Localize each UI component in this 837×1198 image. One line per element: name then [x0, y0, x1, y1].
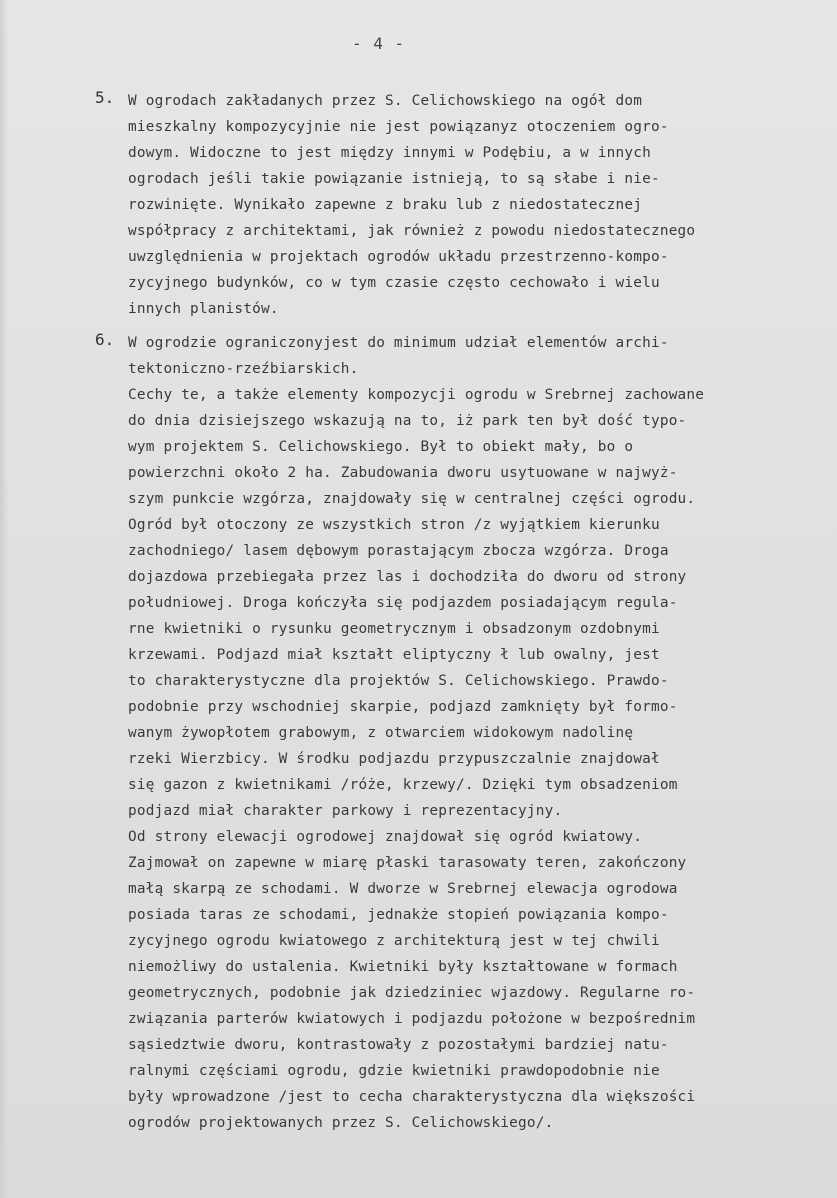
- section-5-text: [128, 88, 828, 322]
- text-line: dowym. Widoczne to jest między innymi w Podębiu, a w innych: [128, 145, 651, 161]
- section-6-number: 6.: [95, 330, 115, 349]
- paper-edge-shadow: [0, 0, 8, 1198]
- text-line: Ogród był otoczony ze wszystkich stron /z wyjątkiem kierunku: [128, 517, 660, 533]
- text-line: tektoniczno-rzeźbiarskich.: [128, 361, 359, 377]
- text-line: powierzchni około 2 ha. Zabudowania dworu usytuowane w najwyż-: [128, 465, 678, 481]
- text-line: sąsiedztwie dworu, kontrastowały z pozostałymi bardziej natu-: [128, 1037, 669, 1053]
- text-line: rzeki Wierzbicy. W środku podjazdu przypuszczalnie znajdował: [128, 751, 660, 767]
- text-line: zachodniego/ lasem dębowym porastającym zbocza wzgórza. Droga: [128, 543, 669, 559]
- text-line: ogrodów projektowanych przez S. Celichowskiego/.: [128, 1115, 554, 1131]
- section-5-number: 5.: [95, 88, 115, 107]
- text-line: południowej. Droga kończyła się podjazdem posiadającym regula-: [128, 595, 678, 611]
- page-number: - 4 -: [352, 34, 406, 53]
- text-line: posiada taras ze schodami, jednakże stopień powiązania kompo-: [128, 907, 669, 923]
- text-line: W ogrodzie ograniczonyjest do minimum udział elementów archi-: [128, 335, 669, 351]
- text-line: zycyjnego ogrodu kwiatowego z architekturą jest w tej chwili: [128, 933, 660, 949]
- text-line: Cechy te, a także elementy kompozycji ogrodu w Srebrnej zachowane: [128, 387, 705, 403]
- text-line: uwzględnienia w projektach ogrodów układu przestrzenno-kompo-: [128, 249, 669, 265]
- text-line: innych planistów.: [128, 301, 279, 317]
- text-line: małą skarpą ze schodami. W dworze w Srebrnej elewacja ogrodowa: [128, 881, 678, 897]
- text-line: szym punkcie wzgórza, znajdowały się w centralnej części ogrodu.: [128, 491, 696, 507]
- text-line: rozwinięte. Wynikało zapewne z braku lub z niedostatecznej: [128, 197, 643, 213]
- text-line: mieszkalny kompozycyjnie nie jest powiązanyz otoczeniem ogro-: [128, 119, 669, 135]
- text-line: to charakterystyczne dla projektów S. Celichowskiego. Prawdo-: [128, 673, 669, 689]
- section-6: [95, 330, 828, 1136]
- text-line: ralnymi częściami ogrodu, gdzie kwietniki prawdopodobnie nie: [128, 1063, 660, 1079]
- section-5: [95, 88, 828, 322]
- text-line: były wprowadzone /jest to cecha charakterystyczna dla większości: [128, 1089, 696, 1105]
- text-line: związania parterów kwiatowych i podjazdu położone w bezpośrednim: [128, 1011, 696, 1027]
- text-line: krzewami. Podjazd miał kształt eliptyczny ł lub owalny, jest: [128, 647, 660, 663]
- text-line: podjazd miał charakter parkowy i reprezentacyjny.: [128, 803, 563, 819]
- text-line: dojazdowa przebiegała przez las i dochodziła do dworu od strony: [128, 569, 687, 585]
- text-line: rne kwietniki o rysunku geometrycznym i obsadzonym ozdobnymi: [128, 621, 660, 637]
- text-line: Zajmował on zapewne w miarę płaski tarasowaty teren, zakończony: [128, 855, 687, 871]
- text-line: zycyjnego budynków, co w tym czasie często cechowało i wielu: [128, 275, 660, 291]
- text-line: współpracy z architektami, jak również z powodu niedostatecznego: [128, 223, 696, 239]
- text-line: do dnia dzisiejszego wskazują na to, iż park ten był dość typo-: [128, 413, 687, 429]
- section-6-text: [128, 330, 828, 1136]
- text-line: wanym żywopłotem grabowym, z otwarciem widokowym nadolinę: [128, 725, 634, 741]
- text-line: wym projektem S. Celichowskiego. Był to obiekt mały, bo o: [128, 439, 634, 455]
- text-line: W ogrodach zakładanych przez S. Celichowskiego na ogół dom: [128, 93, 643, 109]
- text-line: ogrodach jeśli takie powiązanie istnieją, to są słabe i nie-: [128, 171, 660, 187]
- text-line: niemożliwy do ustalenia. Kwietniki były kształtowane w formach: [128, 959, 678, 975]
- text-line: geometrycznych, podobnie jak dziedziniec wjazdowy. Regularne ro-: [128, 985, 696, 1001]
- text-line: podobnie przy wschodniej skarpie, podjazd zamknięty był formo-: [128, 699, 678, 715]
- text-line: się gazon z kwietnikami /róże, krzewy/. Dzięki tym obsadzeniom: [128, 777, 678, 793]
- text-line: Od strony elewacji ogrodowej znajdował się ogród kwiatowy.: [128, 829, 643, 845]
